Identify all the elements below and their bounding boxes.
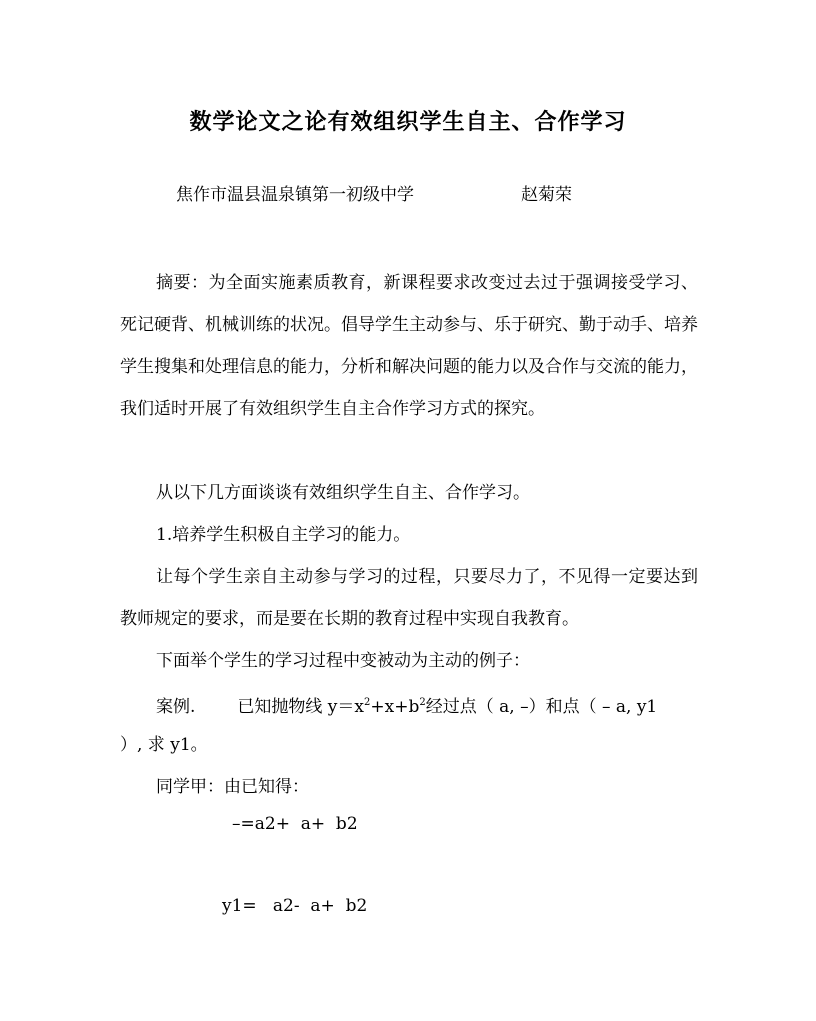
case-sup-2: 2 [419,697,426,708]
case-paragraph-cont: ）, 求 y1。 [120,735,208,755]
equation-2: y1= a2- a+ b2 [222,896,368,916]
school-name: 焦作市温县温泉镇第一初级中学 [176,185,414,205]
student-a-paragraph: 同学甲：由已知得： [156,777,309,797]
case-paragraph [120,682,698,728]
case-text-b: +x+b [370,697,420,717]
point-1-heading: 1.培养学生积极自主学习的能力。 [156,525,411,545]
abstract-paragraph: 摘要：为全面实施素质教育，新课程要求改变过去过于强调接受学习、死记硬背、机械训练的状况。倡导学生主动参与、乐于研究、勤于动手、培养学生搜集和处理信息的能力，分析和解决问题的能力以及合作与交流的能力，我们适时开展了有效组织学生自主合作学习方式的探究。 [120,273,698,419]
case-sup-1: 2 [364,697,371,708]
case-text-a: 已知抛物线 y＝x [237,697,365,717]
byline [176,182,572,208]
point-1-body: 让每个学生亲自主动参与学习的过程，只要尽力了，不见得一定要达到教师规定的要求，而是要在长期的教育过程中实现自我教育。 [120,567,698,629]
case-label: 案例. [156,697,196,717]
equation-1: –=a2+ a+ b2 [232,814,358,834]
author-name: 赵菊荣 [521,185,572,205]
case-text-c: 经过点（ a, –）和点（ – a, y1 [425,697,658,717]
example-lead: 下面举个学生的学习过程中变被动为主动的例子： [156,651,530,671]
document-title: 数学论文之论有效组织学生自主、合作学习 [189,109,627,135]
intro-paragraph: 从以下几方面谈谈有效组织学生自主、合作学习。 [156,483,530,503]
